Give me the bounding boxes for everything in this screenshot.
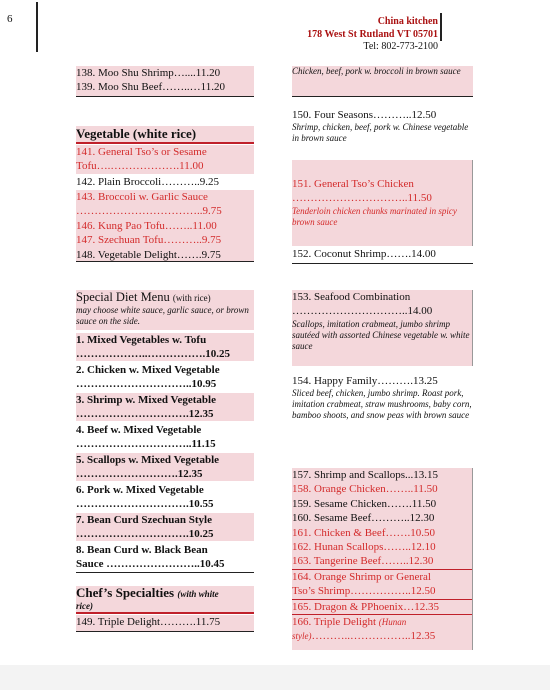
- chef-title-note-2: rice): [76, 601, 93, 611]
- diet-item-3-price: ………………………….12.35: [76, 408, 214, 421]
- chef-title-text: Chef’s Specialties: [76, 585, 175, 600]
- diet-item-1-block: [76, 333, 254, 361]
- chef-title: [76, 586, 254, 601]
- menu-item-139: 139. Moo Shu Beef……..…11.20: [76, 81, 226, 94]
- menu-item-157: 157. Shrimp and Scallops...13.15: [292, 469, 439, 481]
- menu-item-150-desc: Shrimp, chicken, beef, pork w. Chinese vegetable in brown sauce: [292, 122, 469, 144]
- diet-item-5-price: ……………………….12.35: [76, 468, 203, 481]
- diet-item-6-price: ………………………….10.55: [76, 498, 214, 511]
- menu-item-161: 161. Chicken & Beef…….10.50: [292, 526, 435, 539]
- menu-item-143: 143. Broccoli w. Garlic Sauce: [76, 191, 208, 203]
- vegetable-title: Vegetable (white rice): [76, 126, 197, 141]
- restaurant-address: 178 West St Rutland VT 05701: [307, 28, 438, 40]
- diet-title-text: Special Diet Menu: [76, 290, 170, 304]
- diet-heading-block: [76, 290, 254, 330]
- diet-item-2-block: [76, 363, 254, 391]
- vegetable-items-block: [76, 190, 254, 262]
- chef-item-block: [76, 615, 254, 632]
- header-cursor-line: [440, 13, 442, 41]
- menu-item-166-note: (Hunan: [378, 617, 407, 628]
- diet-item-8-price: Sauce ……………………..10.45: [76, 558, 225, 571]
- diet-item-4-block: [76, 423, 254, 451]
- specials-block: [292, 468, 473, 650]
- diet-note: may choose white sauce, garlic sauce, or brown sauce on the side.: [76, 305, 249, 326]
- menu-item-159: 159. Sesame Chicken…….11.50: [292, 497, 437, 510]
- moo-shu-block: [76, 66, 254, 97]
- menu-item-152: 152. Coconut Shrimp…….14.00: [292, 248, 436, 260]
- menu-item-153: 153. Seafood Combination: [292, 291, 411, 303]
- menu-item-138: 138. Moo Shu Shrimp…....11.20: [76, 67, 221, 79]
- item-150-block: [292, 108, 473, 148]
- menu-item-160: 160. Sesame Beef………..12.30: [292, 512, 435, 525]
- menu-item-149: 149. Triple Delight……….11.75: [76, 616, 221, 628]
- restaurant-phone: Tel: 802-773-2100: [363, 41, 438, 52]
- block-edge: [472, 468, 473, 650]
- menu-item-158: 158. Orange Chicken……..11.50: [292, 483, 438, 496]
- block-edge: [472, 160, 473, 246]
- diet-item-1: 1. Mixed Vegetables w. Tofu: [76, 334, 207, 346]
- desc-139: Chicken, beef, pork w. broccoli in brown sauce: [292, 66, 461, 76]
- menu-item-141-price: Tofu….……………….11.00: [76, 160, 204, 173]
- diet-item-7-block: [76, 513, 254, 541]
- menu-item-148: 148. Vegetable Delight…….9.75: [76, 248, 221, 261]
- item-152-block: [292, 247, 473, 264]
- menu-item-164-price: Tso’s Shrimp……………..12.50: [292, 584, 473, 599]
- menu-item-166-price: [292, 629, 473, 643]
- diet-item-4-price: …………………………..11.15: [76, 438, 216, 451]
- menu-item-153-price: …………………………..14.00: [292, 305, 433, 318]
- menu-item-150: 150. Four Seasons………..12.50: [292, 109, 437, 121]
- diet-item-2-price: …………………………..10.95: [76, 378, 217, 391]
- menu-item-147: 147. Szechuan Tofu………..9.75: [76, 234, 222, 247]
- vegetable-heading: [76, 126, 254, 144]
- diet-item-8: 8. Bean Curd w. Black Bean: [76, 544, 208, 556]
- restaurant-name: China kitchen: [377, 16, 438, 27]
- diet-item-3: 3. Shrimp w. Mixed Vegetable: [76, 394, 216, 406]
- menu-item-146: 146. Kung Pao Tofu……..11.00: [76, 219, 217, 232]
- menu-item-142: 142. Plain Broccoli………..9.25: [76, 176, 219, 188]
- diet-item-3-block: [76, 393, 254, 421]
- diet-item-6: 6. Pork w. Mixed Vegetable: [76, 484, 204, 496]
- chef-heading-block: [76, 586, 254, 614]
- menu-item-153-desc: Scallops, imitation crabmeat, jumbo shrimp sautéed with assorted Chinese vegetable w. white sauce: [292, 318, 470, 351]
- diet-title: [76, 290, 254, 305]
- item-151-block: [292, 160, 473, 246]
- menu-item-151-desc: Tenderloin chicken chunks marinated in spicy brown sauce: [292, 205, 457, 227]
- margin-line: [36, 2, 38, 52]
- diet-item-4: 4. Beef w. Mixed Vegetable: [76, 424, 202, 436]
- page-number: 6: [7, 13, 13, 25]
- diet-item-2: 2. Chicken w. Mixed Vegetable: [76, 364, 220, 376]
- chef-title-note: (with white: [177, 589, 219, 599]
- menu-item-164: 164. Orange Shrimp or General: [292, 570, 431, 583]
- menu-item-163: 163. Tangerine Beef……..12.30: [292, 554, 473, 569]
- diet-item-7: 7. Bean Curd Szechuan Style: [76, 514, 212, 526]
- block-edge: [472, 290, 473, 366]
- menu-item-141: 141. General Tso’s or Sesame: [76, 146, 207, 158]
- menu-item-166-name: 166. Triple Delight: [292, 616, 377, 629]
- menu-item-143-price: ……………………………..9.75: [76, 205, 222, 218]
- menu-item-165: 165. Dragon & PPhoenix…12.35: [292, 600, 473, 615]
- diet-item-8-block: [76, 543, 254, 573]
- diet-item-6-block: [76, 483, 254, 511]
- menu-item-154: 154. Happy Family……….13.25: [292, 375, 438, 387]
- menu-item-166-note-2: style): [292, 631, 312, 642]
- item-142-block: [76, 175, 254, 189]
- item-154-block: [292, 374, 473, 452]
- menu-item-151-price: …………………………..11.50: [292, 192, 432, 205]
- item-141-block: [76, 145, 254, 174]
- item-153-block: [292, 290, 473, 366]
- menu-item-151: 151. General Tso’s Chicken: [292, 178, 414, 190]
- desc-139-block: [292, 66, 473, 97]
- diet-item-1-price: ………………..…………….10.25: [76, 348, 230, 361]
- diet-title-note: (with rice): [172, 293, 211, 303]
- menu-item-162: 162. Hunan Scallops……..12.10: [292, 541, 436, 554]
- menu-item-166: [292, 615, 473, 629]
- menu-item-166-leader: ………..……………..12.35: [311, 630, 436, 643]
- diet-item-5: 5. Scallops w. Mixed Vegetable: [76, 454, 220, 466]
- diet-item-7-price: ………………………….10.25: [76, 528, 214, 541]
- diet-item-5-block: [76, 453, 254, 481]
- menu-item-154-desc: Sliced beef, chicken, jumbo shrimp. Roast pork, imitation crabmeat, straw mushrooms, baby corn, bamboo shoots, and snow peas with brown sauce: [292, 388, 472, 421]
- restaurant-header: [307, 16, 438, 54]
